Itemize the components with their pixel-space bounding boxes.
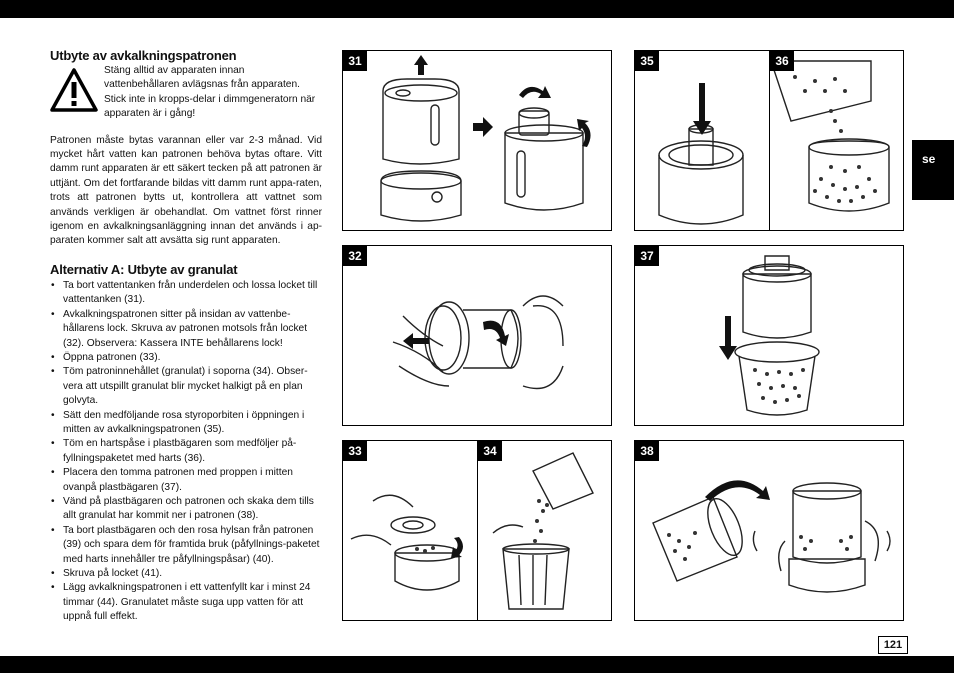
list-item: • Vänd på plastbägaren och patronen och skaka dem tills allt granulat har kommit ner i patronen (38). [50,495,322,524]
figure-number: 38 [635,441,659,461]
section-title: Utbyte av avkalkningspatronen [50,48,237,63]
list-item: • Ta bort vattentanken från underdelen och lossa locket till vattentanken (31). [50,279,322,308]
list-item: • Skruva på locket (41). [50,567,322,581]
list-item: • Töm en hartspåse i plastbägaren som medföljer på-fyllningspaketet med harts (36). [50,437,322,466]
list-item: • Öppna patronen (33). [50,351,322,365]
figure-33-34 [342,440,612,621]
humidifier-disassembly-illustration [343,51,612,231]
list-item: • Placera den tomma patronen med proppen i mitten ovanpå plastbägaren (37). [50,466,322,495]
figure-38 [634,440,904,621]
bottom-bar [0,656,954,673]
warning-block [50,64,322,122]
unscrew-cartridge-illustration [343,246,612,426]
warning-triangle-icon [50,68,98,112]
list-item: • Avkalkningspatronen sitter på insidan av vattenbe-hållarens lock. Skruva av patronen motsols från locket (32). Observera: Kassera INTE behållarens lock! [50,308,322,351]
list-item: • Töm patroninnehållet (granulat) i soporna (34). Obser-vera att utspillt granulat blir mycket halkigt på en plan golvyta. [50,365,322,408]
open-cartridge-illustration [343,441,612,621]
figure-number: 36 [770,51,794,71]
shake-cartridge-illustration [635,441,904,621]
top-bar [0,0,954,18]
warning-text: Stäng alltid av apparaten innan vattenbehållaren avlägsnas från apparaten. Stick inte in kropps-delar i dimmgeneratorn när apparaten är i gång! [104,65,316,120]
figure-number: 34 [478,441,502,461]
refill-granulate-illustration [635,51,904,231]
text-column [50,48,322,625]
figure-number: 33 [343,441,367,461]
step-list [50,279,322,625]
language-tab: se [912,140,954,200]
list-item: • Lägg avkalkningspatronen i ett vattenfyllt kar i minst 24 timmar (44). Granulatet måste suga upp vatten för att uppnå full effekt. [50,581,322,624]
figure-37 [634,245,904,426]
list-item: • Sätt den medföljande rosa styroporbiten i öppningen i mitten av avkalkningspatronen (35). [50,409,322,438]
figure-number: 37 [635,246,659,266]
page-number: 121 [878,636,908,654]
list-item: • Ta bort plastbägaren och den rosa hylsan från patronen (39) och spara dem för framtida bruk (påfyllnings-paketet med harts innehåller tre påfyllningspåsar) (40). [50,524,322,567]
figure-number: 32 [343,246,367,266]
figure-32 [342,245,612,426]
place-cartridge-illustration [635,246,904,426]
figure-number: 31 [343,51,367,71]
figure-35-36 [634,50,904,231]
figure-31 [342,50,612,231]
figure-number: 35 [635,51,659,71]
intro-paragraph: Patronen måste bytas varannan eller var 2-3 månad. Vid mycket hårt vatten kan patronen behöva bytas oftare. Vitt damm runt apparaten är ett säkert tecken på att patronen är uttjänt. Om det fortfarande bildas vitt damm runt appa-raten, trots att patronen bytts ut, kontrollera att vattnet som används verkligen är obehandlat. Om vattnet först rinner igenom en avkalkningsanläggning innan det används i ap-paraten kommer salt att avsätta sig runt apparaten. [50,134,322,247]
alternative-title: Alternativ A: Utbyte av granulat [50,261,238,277]
